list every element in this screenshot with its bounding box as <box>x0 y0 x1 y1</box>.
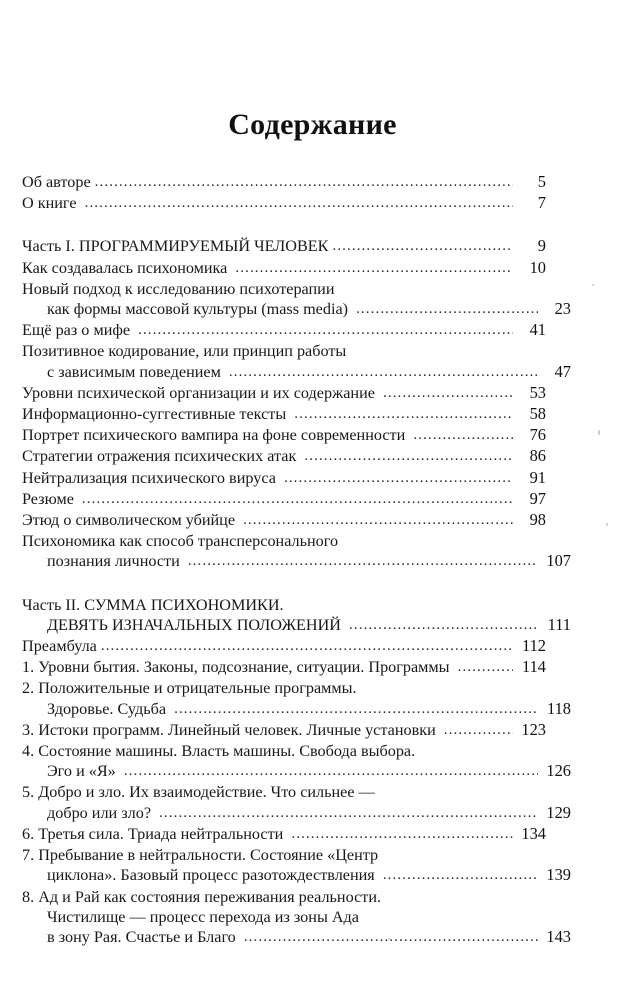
toc-entry-line <box>22 193 546 214</box>
toc-entry-text: О книге <box>22 194 81 213</box>
toc-entry[interactable] <box>22 383 546 404</box>
toc-entry[interactable] <box>22 489 546 510</box>
dot-leader <box>174 699 538 719</box>
toc-entry-line <box>22 383 546 404</box>
toc-entry-text: циклона». Базовый процесс разотождествления <box>47 866 379 885</box>
toc-entry-line <box>22 636 546 657</box>
scan-speck <box>598 430 600 435</box>
scan-speck <box>592 284 594 286</box>
toc-entry-text: Часть I. ПРОГРАММИРУЕМЫЙ ЧЕЛОВЕК <box>22 237 329 256</box>
toc-entry-text: Психономика как способ трансперсонального <box>22 532 339 551</box>
dot-leader <box>383 383 513 403</box>
toc-entry-line <box>22 446 546 467</box>
toc-entry-list <box>22 172 571 948</box>
toc-entry-line <box>22 551 571 572</box>
toc-entry-text: 6. Третья сила. Триада нейтральности <box>22 824 288 843</box>
toc-page-number: 86 <box>529 446 546 466</box>
toc-entry-text: Об авторе <box>22 173 91 191</box>
dot-leader <box>229 362 538 382</box>
toc-page-number: 98 <box>529 510 546 530</box>
toc-entry[interactable] <box>22 636 546 657</box>
dot-leader <box>294 404 513 424</box>
toc-entry-text: 2. Положительные и отрицательные программы. <box>22 679 357 698</box>
toc-entry-line <box>22 720 546 741</box>
toc-page-number: 9 <box>537 236 546 256</box>
toc-entry-line <box>22 782 546 802</box>
toc-entry-line <box>22 761 571 782</box>
toc-entry-line <box>22 404 546 425</box>
toc-entry[interactable] <box>22 741 571 782</box>
toc-entry-line <box>22 172 546 193</box>
toc-entry-line <box>22 887 546 907</box>
toc-entry-text: Информационно-суггестивные тексты <box>22 405 291 424</box>
toc-page-number: 118 <box>547 698 571 718</box>
toc-entry-line <box>22 865 571 886</box>
toc-entry-line <box>22 615 571 636</box>
dot-leader <box>244 927 538 947</box>
toc-entry-text: Как создавалась психономика <box>22 258 232 277</box>
page-title: Содержание <box>228 108 397 141</box>
toc-entry-line <box>22 657 546 678</box>
toc-entry-text: ДЕВЯТЬ ИЗНАЧАЛЬНЫХ ПОЛОЖЕНИЙ <box>47 615 346 634</box>
toc-entry-text: Эго и «Я» <box>47 762 120 781</box>
toc-page-number: 47 <box>554 361 571 381</box>
toc-entry-line <box>22 320 546 341</box>
section-gap <box>22 573 546 595</box>
dot-leader <box>138 320 513 340</box>
toc-page-number: 58 <box>529 404 546 424</box>
dot-leader <box>444 720 513 740</box>
toc-entry-text: 5. Добро и зло. Их взаимодействие. Что сильнее — <box>22 783 375 802</box>
dot-leader <box>332 236 513 256</box>
toc-entry-text: 1. Уровни бытия. Законы, подсознание, ситуации. Программы <box>22 658 454 677</box>
toc-page-number: 126 <box>546 761 571 781</box>
toc-entry-text: 3. Истоки программ. Линейный человек. Личные установки <box>22 720 440 739</box>
dot-leader <box>159 803 538 823</box>
toc-entry-line <box>22 279 546 299</box>
toc-entry-text: Ещё раз о мифе <box>22 321 135 340</box>
toc-entry[interactable] <box>22 279 571 320</box>
toc-entry-text: с зависимым поведением <box>47 362 225 381</box>
dot-leader <box>235 258 513 278</box>
toc-entry-line <box>22 258 546 279</box>
toc-entry-text: Уровни психической организации и их содержание <box>22 383 379 402</box>
toc-entry[interactable] <box>22 320 546 341</box>
toc-page-number: 123 <box>521 719 546 739</box>
toc-entry[interactable] <box>22 845 571 886</box>
toc-entry-text: Преамбула <box>22 637 97 656</box>
dot-leader <box>124 761 538 781</box>
dot-leader <box>356 299 538 319</box>
toc-entry[interactable] <box>22 172 546 193</box>
toc-entry-line <box>22 907 571 927</box>
toc-entry-line <box>22 927 571 948</box>
toc-page-number: 111 <box>547 614 571 634</box>
toc-entry-text: Чистилище — процесс перехода из зоны Ада <box>47 907 359 926</box>
toc-page-number: 10 <box>529 257 546 277</box>
toc-entry[interactable] <box>22 657 546 678</box>
dot-leader <box>101 636 513 656</box>
toc-entry-line <box>22 236 546 257</box>
dot-leader <box>243 510 513 530</box>
toc-entry-text: 7. Пребывание в нейтральности. Состояние «Центр <box>22 846 379 865</box>
dot-leader <box>95 172 513 192</box>
toc-entry-line <box>22 299 571 320</box>
toc-entry-line <box>22 845 546 865</box>
toc-entry-text: познания личности <box>47 552 184 571</box>
toc-entry-text: Этюд о символическом убийце <box>22 511 240 530</box>
toc-entry-text: в зону Рая. Счастье и Благо <box>47 927 240 946</box>
toc-page-number: 107 <box>546 551 571 571</box>
scan-speck <box>606 523 608 526</box>
toc-entry[interactable] <box>22 678 571 719</box>
toc-entry-line <box>22 362 571 383</box>
dot-leader <box>349 615 538 635</box>
dot-leader <box>413 425 513 445</box>
dot-leader <box>188 551 538 571</box>
toc-entry[interactable] <box>22 404 546 425</box>
toc-entry-line <box>22 678 546 698</box>
toc-entry-line <box>22 425 546 446</box>
toc-entry-text: как формы массовой культуры (mass media) <box>47 300 353 319</box>
toc-page-number: 5 <box>537 172 546 191</box>
toc-entry-text: Портрет психического вампира на фоне современности <box>22 426 410 445</box>
scan-speck <box>388 938 390 940</box>
toc-entry-line <box>22 468 546 489</box>
toc-entry-text: Новый подход к исследованию психотерапии <box>22 279 335 298</box>
toc-entry[interactable] <box>22 887 571 949</box>
dot-leader <box>291 824 513 844</box>
toc-page-number: 23 <box>554 299 571 319</box>
toc-entry-text: добро или зло? <box>47 803 156 822</box>
toc-entry[interactable] <box>22 193 546 214</box>
toc-page-number: 41 <box>529 320 546 340</box>
toc-entry[interactable] <box>22 782 571 823</box>
dot-leader <box>85 193 513 213</box>
toc-page-number: 76 <box>529 425 546 445</box>
toc-entry[interactable] <box>22 425 546 446</box>
dot-leader <box>284 468 513 488</box>
dot-leader <box>304 446 513 466</box>
toc-entry-text: 4. Состояние машины. Власть машины. Свобода выбора. <box>22 742 416 761</box>
toc-entry[interactable] <box>22 468 546 489</box>
toc-entry[interactable] <box>22 446 546 467</box>
toc-entry-line <box>22 510 546 531</box>
toc-page-number: 91 <box>529 467 546 487</box>
toc-entry[interactable] <box>22 531 571 572</box>
toc-entry-line <box>22 531 546 551</box>
toc-entry-line <box>22 803 571 824</box>
section-gap <box>22 214 546 236</box>
toc-page-number: 53 <box>529 382 546 402</box>
toc-entry-text: Позитивное кодирование, или принцип работы <box>22 342 347 361</box>
toc-page-number: 114 <box>522 657 546 677</box>
toc-entry[interactable] <box>22 720 546 741</box>
toc-entry[interactable] <box>22 595 571 636</box>
toc-page-number: 112 <box>522 636 546 656</box>
toc-entry-line <box>22 489 546 510</box>
toc-entry[interactable] <box>22 510 546 531</box>
toc-page-number: 143 <box>546 926 571 946</box>
toc-entry-text: 8. Ад и Рай как состояния переживания реальности. <box>22 887 382 906</box>
toc-entry[interactable] <box>22 341 571 382</box>
toc-entry[interactable] <box>22 236 546 257</box>
toc-page-number: 139 <box>546 865 571 885</box>
dot-leader <box>458 657 513 677</box>
toc-entry-line <box>22 699 571 720</box>
dot-leader <box>383 865 538 885</box>
toc-entry[interactable] <box>22 258 546 279</box>
toc-entry-line <box>22 741 546 761</box>
toc-entry-text: Часть II. СУММА ПСИХОНОМИКИ. <box>22 595 284 614</box>
toc-page-number: 97 <box>529 488 546 508</box>
toc-entry-text: Стратегии отражения психических атак <box>22 447 301 466</box>
toc-page-number: 129 <box>546 802 571 822</box>
toc-entry-text: Нейтрализация психического вируса <box>22 468 280 487</box>
toc-entry-text: Резюме <box>22 489 78 508</box>
dot-leader <box>82 489 513 509</box>
toc-page-number: 134 <box>521 823 546 843</box>
toc-entry-text: Здоровье. Судьба <box>47 699 171 718</box>
toc-entry-line <box>22 824 546 845</box>
toc-entry-line <box>22 341 546 361</box>
toc-page-number: 7 <box>537 193 546 213</box>
toc-entry-line <box>22 595 546 615</box>
toc-entry[interactable] <box>22 824 546 845</box>
